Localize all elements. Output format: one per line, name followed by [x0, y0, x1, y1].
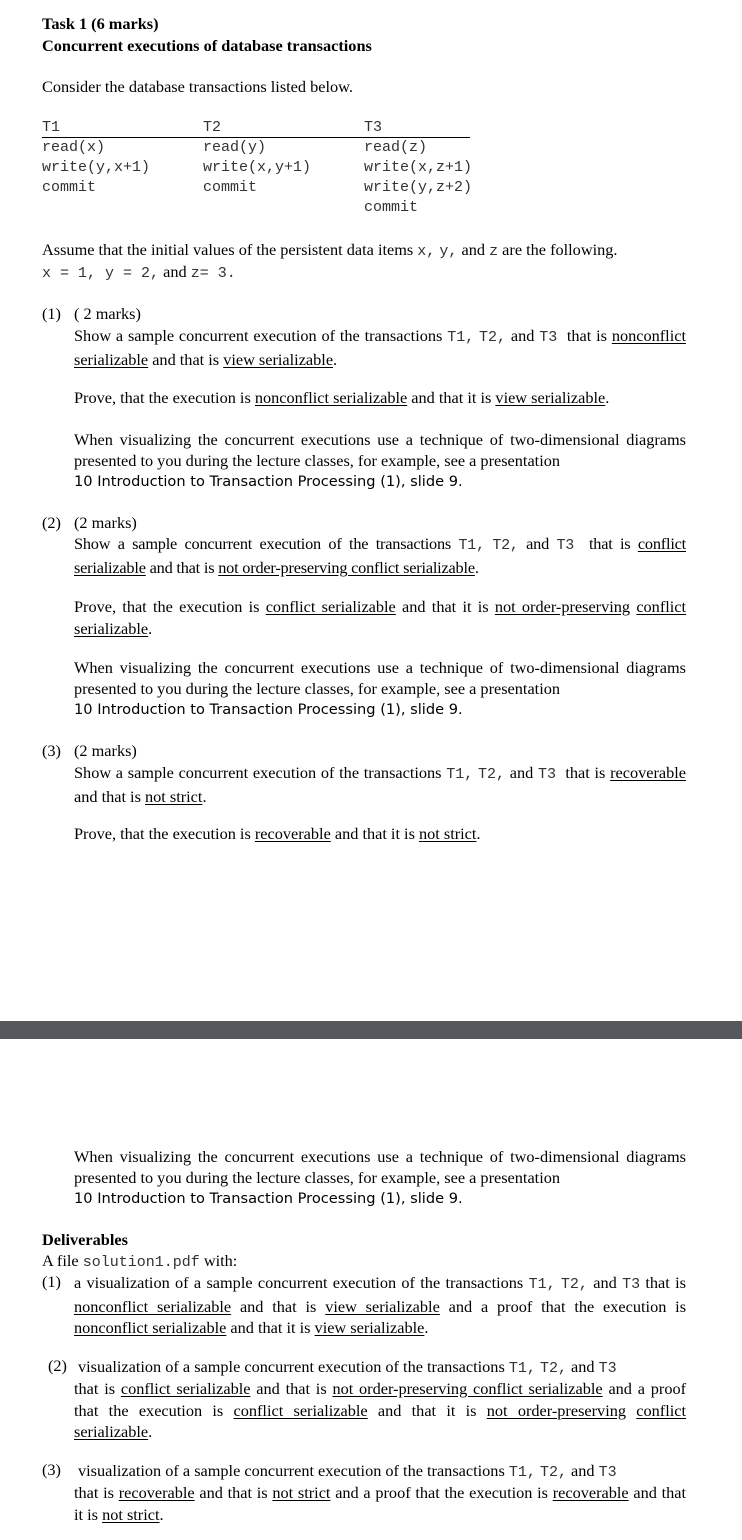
transaction-t3-header: T3 [364, 119, 383, 136]
q2-marks: (2 marks) [74, 513, 137, 532]
transaction-t1-op: read(x) [42, 139, 106, 156]
deliverable-1-text: a visualization of a sample concurrent execution of the transactions T1, T2, and T3 that is nonconflict serializable and that is view serializable and a proof that the execution is nonconflict serializable and that it is view serializable. [74, 1273, 687, 1337]
q1-number: (1) [42, 304, 61, 323]
initial-values-line: Assume that the initial values of the persistent data items x, y, and z are the following. [42, 240, 618, 260]
deliverables-file-line: A file solution1.pdf with: [42, 1251, 238, 1271]
deliverable-3-text-cont: that is recoverable and that is not strict and a proof that the execution is recoverable and that it is not strict. [74, 1483, 687, 1524]
q2-statement: Show a sample concurrent execution of the transactions T1, T2, and T3 that is conflict serializable and that is not order-preserving conflict serializable. [74, 534, 687, 577]
task-subheading: Concurrent executions of database transactions [42, 36, 372, 55]
transaction-t3-op: read(z) [364, 139, 428, 156]
transaction-t3-op: write(x,z+1) [364, 159, 473, 176]
deliverable-2-text: visualization of a sample concurrent execution of the transactions T1, T2, and T3 [78, 1357, 617, 1377]
q3-prove: Prove, that the execution is recoverable and that it is not strict. [74, 824, 481, 843]
deliverable-1-number: (1) [42, 1272, 61, 1291]
task-intro: Consider the database transactions listed below. [42, 77, 353, 96]
q1-prove: Prove, that the execution is nonconflict serializable and that it is view serializable. [74, 388, 610, 407]
deliverables-heading: Deliverables [42, 1230, 128, 1249]
transaction-t2-op: write(x,y+1) [203, 159, 312, 176]
transaction-t2-op: commit [203, 179, 258, 196]
transaction-t1-op: commit [42, 179, 97, 196]
q1-visualization-note: When visualizing the concurrent executions use a technique of two-dimensional diagrams presented to you during the lecture classes, for example, see a presentation 10 Introduction to Transaction Processing (1), slide 9. [74, 430, 686, 490]
transaction-t2-op: read(y) [203, 139, 267, 156]
q1-marks: ( 2 marks) [74, 304, 141, 323]
initial-values-assignment: x = 1, y = 2, and z= 3. [42, 262, 236, 282]
q3-statement: Show a sample concurrent execution of the transactions T1, T2, and T3 that is recoverable and that is not strict. [74, 763, 687, 806]
deliverable-2-number: (2) [48, 1356, 67, 1375]
deliverable-3-number: (3) [42, 1460, 61, 1479]
page-break-divider [0, 1021, 742, 1039]
q3-visualization-note: When visualizing the concurrent executions use a technique of two-dimensional diagrams presented to you during the lecture classes, for example, see a presentation 10 Introduction to Transaction Processing (1), slide 9. [74, 1147, 686, 1207]
deliverable-3-text: visualization of a sample concurrent execution of the transactions T1, T2, and T3 [78, 1461, 617, 1481]
q2-prove: Prove, that the execution is conflict serializable and that it is not order-preserving conflict serializable. [74, 597, 687, 638]
transaction-t1-header: T1 [42, 119, 61, 136]
transaction-t2-header: T2 [203, 119, 222, 136]
q2-number: (2) [42, 513, 61, 532]
q1-statement: Show a sample concurrent execution of the transactions T1, T2, and T3 that is nonconflict serializable and that is view serializable. [74, 326, 686, 369]
task-heading: Task 1 (6 marks) [42, 14, 159, 33]
q2-visualization-note: When visualizing the concurrent executions use a technique of two-dimensional diagrams presented to you during the lecture classes, for example, see a presentation 10 Introduction to Transaction Processing (1), slide 9. [74, 658, 686, 718]
q3-marks: (2 marks) [74, 741, 137, 760]
transaction-t3-op: commit [364, 199, 419, 216]
deliverable-2-text-cont: that is conflict serializable and that is not order-preserving conflict serializable and a proof that the execution is conflict serializable and that it is not order-preserving conflict serializable. [74, 1379, 687, 1441]
transaction-t1-op: write(y,x+1) [42, 159, 151, 176]
transaction-t3-op: write(y,z+2) [364, 179, 473, 196]
q3-number: (3) [42, 741, 61, 760]
